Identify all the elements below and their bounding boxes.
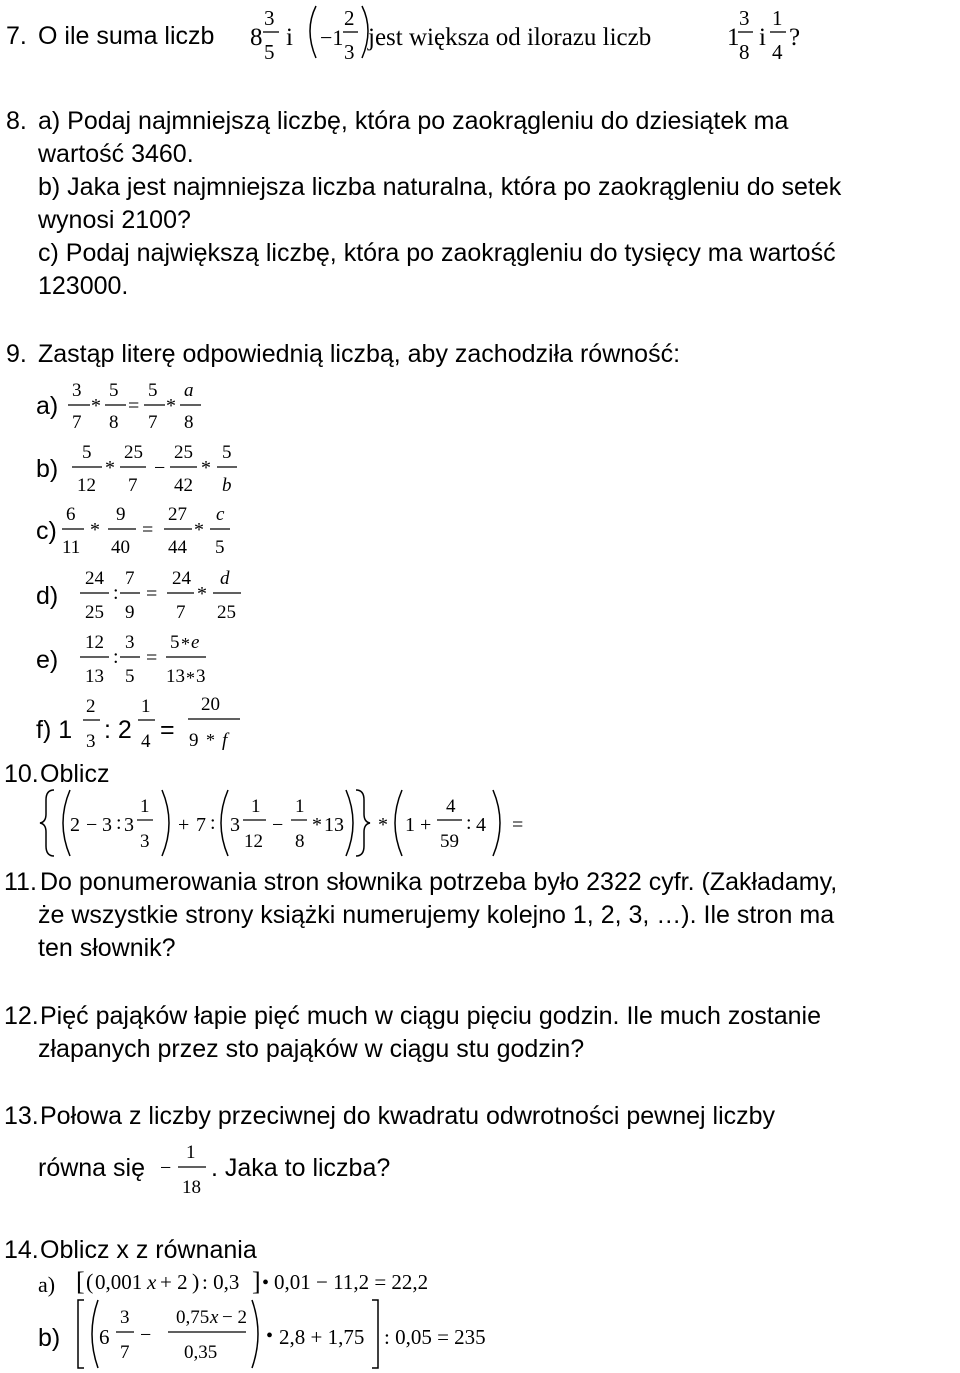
paren-open <box>395 790 402 856</box>
svg-text:*: * <box>197 583 207 605</box>
svg-text:: 0,3: : 0,3 <box>202 1270 240 1294</box>
svg-text:7: 7 <box>72 412 82 433</box>
problem-12-line: Pięć pająków łapie pięć much w ciągu pięciu godzin. Ile much zostanie <box>40 1002 821 1030</box>
svg-text:9: 9 <box>116 504 126 525</box>
svg-text:4: 4 <box>476 814 486 836</box>
svg-text:−: − <box>154 457 166 479</box>
svg-text:25: 25 <box>217 602 236 623</box>
svg-text:*: * <box>166 395 176 417</box>
svg-text:=: = <box>146 647 158 669</box>
frac-num: 3 <box>739 6 750 30</box>
svg-text:7: 7 <box>176 602 186 623</box>
svg-text:25: 25 <box>85 602 104 623</box>
svg-text:7: 7 <box>120 1342 130 1363</box>
svg-text:3: 3 <box>102 814 112 836</box>
svg-text:7: 7 <box>196 814 206 836</box>
svg-text:59: 59 <box>440 831 459 852</box>
svg-text:3: 3 <box>72 380 82 401</box>
problem-9-number: 9. <box>6 340 27 368</box>
svg-text:*: * <box>201 457 211 479</box>
svg-text:−: − <box>86 814 98 836</box>
subpart-label: a) <box>36 392 59 420</box>
subpart-label: d) <box>36 582 59 610</box>
svg-text:2: 2 <box>70 814 80 836</box>
svg-text:*: * <box>378 814 388 836</box>
svg-text::: : <box>113 582 119 604</box>
problem-10-text: Oblicz <box>40 760 110 788</box>
svg-text:24: 24 <box>85 568 104 589</box>
paren-open <box>63 790 70 856</box>
equation-9e <box>60 626 220 698</box>
svg-text:x: x <box>210 1307 219 1328</box>
frac-den: 5 <box>264 40 275 64</box>
svg-text:13: 13 <box>85 666 104 687</box>
paren-open <box>221 790 228 856</box>
svg-text:1: 1 <box>295 796 305 817</box>
svg-text:b: b <box>222 475 232 496</box>
equation-14b <box>74 1296 514 1372</box>
subpart-label: e) <box>36 646 59 674</box>
svg-text:0,75: 0,75 <box>176 1307 210 1328</box>
svg-text:5: 5 <box>109 380 119 401</box>
svg-text:8: 8 <box>109 412 119 433</box>
svg-text:4: 4 <box>141 731 151 752</box>
svg-text:a: a <box>184 380 194 401</box>
problem-8-line: c) Podaj największą liczbę, która po zaokrągleniu do tysięcy ma wartość <box>38 239 836 267</box>
conj-i: i <box>286 24 293 51</box>
svg-text:e: e <box>191 632 200 653</box>
svg-text:3: 3 <box>120 1307 130 1328</box>
problem-12-line: złapanych przez sto pająków w ciągu stu godzin? <box>38 1035 585 1063</box>
problem-8-line: b) Jaka jest najmniejsza liczba naturalna, która po zaokrągleniu do setek <box>38 173 842 201</box>
svg-text:25: 25 <box>174 442 193 463</box>
svg-text:−: − <box>140 1324 152 1346</box>
subpart-label: b) <box>36 455 59 483</box>
svg-text:24: 24 <box>172 568 191 589</box>
svg-text:*: * <box>186 668 195 688</box>
svg-text:5: 5 <box>170 632 180 653</box>
svg-text:=: = <box>142 519 154 541</box>
problem-11-line: że wszystkie strony książki numerujemy kolejno 1, 2, 3, …). Ile stron ma <box>38 901 835 929</box>
svg-text:x: x <box>147 1270 157 1294</box>
problem-7-text-2: jest większa od ilorazu liczb <box>368 24 652 51</box>
subpart-label: a) <box>38 1272 56 1297</box>
svg-text:25: 25 <box>124 442 143 463</box>
svg-text:2: 2 <box>86 696 96 717</box>
svg-text:=: = <box>146 583 158 605</box>
svg-text:1: 1 <box>140 796 150 817</box>
svg-text:44: 44 <box>168 537 187 558</box>
problem-8-number: 8. <box>6 107 27 135</box>
operator-colon: : 2 <box>104 716 132 744</box>
svg-text:13: 13 <box>166 666 185 687</box>
svg-text:(: ( <box>86 1269 94 1294</box>
svg-text::: : <box>466 812 472 834</box>
svg-text:5: 5 <box>215 537 225 558</box>
paren-close <box>346 790 353 856</box>
svg-text:*: * <box>181 634 190 654</box>
problem-13-line: . Jaka to liczba? <box>211 1154 391 1182</box>
subpart-label: b) <box>38 1324 61 1352</box>
svg-text:−: − <box>160 1157 172 1179</box>
problem-8-line: wartość 3460. <box>38 140 194 168</box>
brace-open <box>40 790 54 856</box>
problem-7-text: O ile suma liczb <box>38 22 215 50</box>
svg-text:8: 8 <box>184 412 194 433</box>
equation-9b <box>60 436 250 506</box>
problem-11-number: 11. <box>4 868 37 896</box>
svg-text:12: 12 <box>85 632 104 653</box>
svg-text:d: d <box>220 568 230 589</box>
svg-text:5: 5 <box>82 442 92 463</box>
problem-9-text: Zastąp literę odpowiednią liczbą, aby zachodziła równość: <box>38 340 681 368</box>
paren-close <box>493 790 500 856</box>
problem-8-line: a) Podaj najmniejszą liczbę, która po zaokrągleniu do dziesiątek ma <box>38 107 789 135</box>
svg-text:+: + <box>178 814 190 836</box>
svg-text:− 2: − 2 <box>222 1307 247 1328</box>
svg-text:*: * <box>105 457 115 479</box>
svg-text:3: 3 <box>86 731 96 752</box>
mixed-whole: 1 <box>727 24 740 51</box>
svg-text:): ) <box>192 1269 200 1294</box>
equation-9c <box>60 498 240 568</box>
svg-text:1: 1 <box>186 1142 196 1163</box>
paren-close <box>162 790 169 856</box>
svg-text:0,001: 0,001 <box>95 1270 143 1294</box>
svg-text:42: 42 <box>174 475 193 496</box>
svg-text::: : <box>210 812 216 834</box>
svg-text:6: 6 <box>66 504 76 525</box>
problem-7-number: 7. <box>6 22 27 50</box>
mixed-whole: 8 <box>250 24 263 51</box>
svg-text:2,8 + 1,75: 2,8 + 1,75 <box>279 1325 365 1349</box>
problem-13-line: Połowa z liczby przeciwnej do kwadratu odwrotności pewnej liczby <box>40 1102 776 1130</box>
equation-9f <box>60 692 260 762</box>
problem-8-line: wynosi 2100? <box>38 206 191 234</box>
problem-10-number: 10. <box>4 760 39 788</box>
expression-10 <box>40 784 540 864</box>
svg-text:c: c <box>216 504 225 525</box>
subpart-label: c) <box>36 517 57 545</box>
svg-text:8: 8 <box>295 831 305 852</box>
svg-text:3: 3 <box>124 814 134 836</box>
svg-text:f: f <box>222 730 228 751</box>
svg-text:1: 1 <box>141 696 151 717</box>
problem-11-line: Do ponumerowania stron słownika potrzeba było 2322 cyfr. (Zakładamy, <box>40 868 838 896</box>
svg-text:[: [ <box>76 1267 85 1296</box>
conj-i: i <box>759 24 766 51</box>
svg-text:3: 3 <box>196 666 206 687</box>
equation-9a <box>60 374 220 444</box>
problem-14-number: 14. <box>4 1236 39 1264</box>
brace-close <box>356 790 370 856</box>
bracket-open <box>78 1300 84 1368</box>
svg-text:7: 7 <box>125 568 135 589</box>
svg-text:=: = <box>128 395 140 417</box>
frac-den: 4 <box>772 40 783 64</box>
paren-open <box>310 6 316 58</box>
svg-text:1: 1 <box>251 796 261 817</box>
paren-close <box>252 1300 258 1368</box>
frac-den: 8 <box>739 40 750 64</box>
svg-text:*: * <box>90 519 100 541</box>
svg-text:3: 3 <box>140 831 150 852</box>
frac-num: 3 <box>264 6 275 30</box>
svg-text:11: 11 <box>62 537 81 558</box>
frac-num: 2 <box>344 6 355 30</box>
svg-text:3: 3 <box>230 814 240 836</box>
paren-open <box>92 1300 98 1368</box>
svg-text:4: 4 <box>446 796 456 817</box>
problem-13-number: 13. <box>4 1102 39 1130</box>
svg-text:9: 9 <box>189 730 199 751</box>
svg-text::: : <box>116 812 122 834</box>
svg-text:+: + <box>420 814 432 836</box>
svg-text:5: 5 <box>125 666 135 687</box>
equation-14b-tail: : 0,05 = 235 <box>384 1325 486 1349</box>
svg-text:13: 13 <box>324 814 344 836</box>
svg-text:+ 2: + 2 <box>160 1270 188 1294</box>
svg-text:12: 12 <box>77 475 96 496</box>
svg-text:20: 20 <box>201 694 220 715</box>
svg-text:1: 1 <box>405 814 415 836</box>
svg-text:18: 18 <box>182 1177 201 1198</box>
frac-num: 1 <box>772 6 783 30</box>
subpart-label: f) 1 <box>36 716 73 744</box>
problem-11-line: ten słownik? <box>38 934 176 962</box>
svg-text:7: 7 <box>148 412 158 433</box>
question-mark: ? <box>789 24 801 51</box>
minus-one: −1 <box>320 25 344 50</box>
svg-text:*: * <box>206 730 215 750</box>
operator-equals: = <box>160 716 175 744</box>
svg-text:*: * <box>312 814 322 836</box>
problem-13-line: równa się <box>38 1154 145 1182</box>
svg-text:=: = <box>512 814 524 836</box>
svg-text:12: 12 <box>244 831 263 852</box>
problem-14-text: Oblicz x z równania <box>40 1236 257 1264</box>
svg-text:•: • <box>266 1325 274 1347</box>
svg-text:0,35: 0,35 <box>184 1342 218 1363</box>
equation-9d <box>60 562 250 634</box>
svg-text:7: 7 <box>128 475 138 496</box>
svg-text:0,01 − 11,2 = 22,2: 0,01 − 11,2 = 22,2 <box>274 1270 429 1294</box>
svg-text:•: • <box>262 1272 270 1294</box>
svg-text:5: 5 <box>222 442 232 463</box>
svg-text:*: * <box>194 519 204 541</box>
svg-text:5: 5 <box>148 380 158 401</box>
problem-12-number: 12. <box>4 1002 39 1030</box>
problem-8-line: 123000. <box>38 272 129 300</box>
svg-text:−: − <box>272 814 284 836</box>
svg-text:*: * <box>91 395 101 417</box>
frac-den: 3 <box>344 40 355 64</box>
svg-text:27: 27 <box>168 504 187 525</box>
svg-text:3: 3 <box>125 632 135 653</box>
svg-text:6: 6 <box>99 1325 110 1349</box>
svg-text:]: ] <box>252 1267 261 1296</box>
problem-7-math <box>244 0 804 70</box>
svg-text::: : <box>113 646 119 668</box>
svg-text:9: 9 <box>125 602 135 623</box>
svg-text:40: 40 <box>111 537 130 558</box>
